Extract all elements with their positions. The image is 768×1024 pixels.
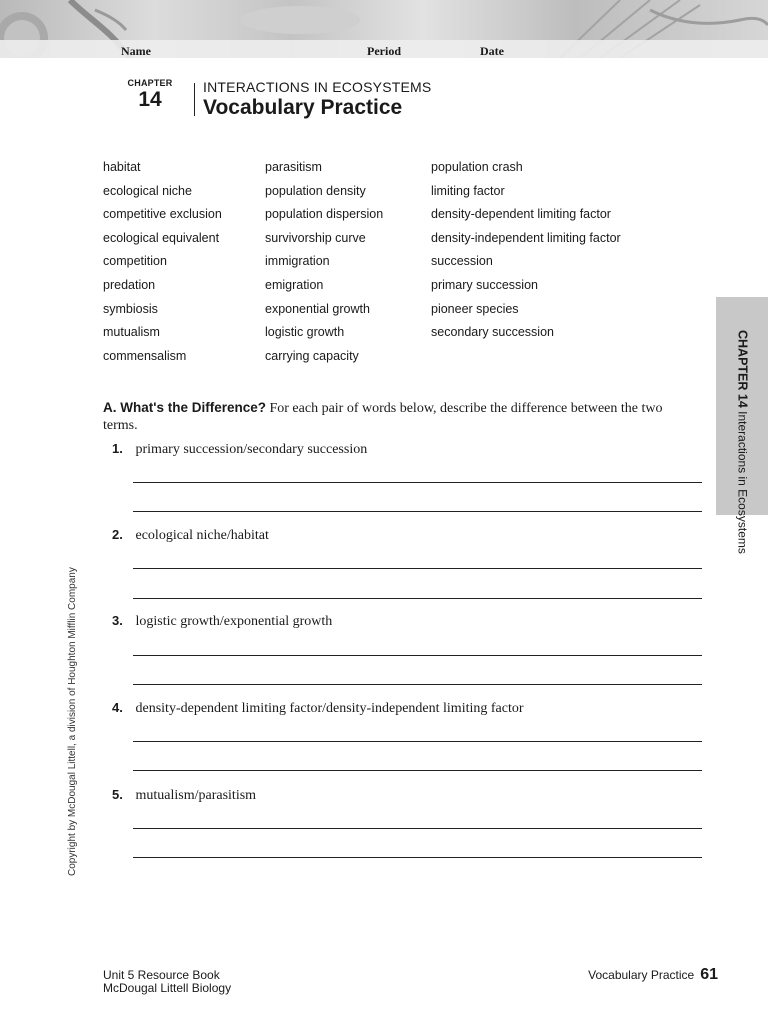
footer-right bbox=[588, 966, 718, 984]
chapter-number: 14 bbox=[138, 88, 162, 111]
answer-line[interactable] bbox=[133, 684, 702, 685]
section-a-instructions: For each pair of words below, describe the difference between the two terms. bbox=[103, 401, 663, 433]
question-text: mutualism/parasitism bbox=[135, 788, 257, 803]
answer-line[interactable] bbox=[133, 857, 702, 858]
vocab-term: habitat bbox=[103, 160, 141, 174]
question-1 bbox=[112, 441, 712, 458]
vocab-term: carrying capacity bbox=[265, 348, 359, 363]
vocab-term: emigration bbox=[265, 277, 324, 292]
page-number: 61 bbox=[700, 966, 718, 983]
vocab-term: succession bbox=[431, 254, 493, 269]
question-text: ecological niche/habitat bbox=[135, 528, 269, 543]
section-a-heading bbox=[103, 399, 663, 434]
vocab-term: symbiosis bbox=[103, 301, 158, 316]
answer-line[interactable] bbox=[133, 568, 702, 569]
chapter-badge bbox=[120, 78, 180, 112]
question-number: 4. bbox=[112, 700, 123, 715]
vocab-term: exponential growth bbox=[265, 301, 370, 316]
vocab-term: pioneer species bbox=[431, 301, 519, 316]
chapter-label: CHAPTER bbox=[127, 78, 173, 88]
copyright-notice: Copyright by McDougal Littell, a division of Houghton Mifflin Company bbox=[67, 567, 78, 876]
side-tab-chapter: CHAPTER 14 bbox=[735, 330, 750, 408]
question-2 bbox=[112, 527, 712, 544]
name-label: Name bbox=[121, 44, 151, 58]
question-5 bbox=[112, 787, 712, 804]
answer-line[interactable] bbox=[133, 770, 702, 771]
answer-line[interactable] bbox=[133, 511, 702, 512]
footer-book: Unit 5 Resource Book bbox=[103, 968, 220, 982]
vocab-term: primary succession bbox=[431, 277, 538, 292]
vocab-term: competition bbox=[103, 254, 167, 269]
vocab-term: competitive exclusion bbox=[103, 207, 222, 222]
side-tab-subtitle: Interactions in Ecosystems bbox=[735, 411, 750, 554]
vocab-term: density-independent limiting factor bbox=[431, 230, 621, 245]
question-number: 5. bbox=[112, 787, 123, 802]
vocab-term: limiting factor bbox=[431, 183, 505, 198]
footer-publisher: McDougal Littell Biology bbox=[103, 981, 232, 995]
title-divider bbox=[194, 83, 195, 116]
vocab-term: population dispersion bbox=[265, 207, 384, 222]
vocab-term: survivorship curve bbox=[265, 230, 366, 245]
vocab-term: population crash bbox=[431, 160, 523, 174]
side-tab-label bbox=[735, 330, 750, 554]
vocab-term: ecological equivalent bbox=[103, 230, 220, 245]
section-a-title: A. What's the Difference? bbox=[103, 400, 266, 415]
question-3 bbox=[112, 613, 712, 630]
date-label: Date bbox=[480, 44, 504, 58]
vocab-term: predation bbox=[103, 277, 156, 292]
vocab-term: immigration bbox=[265, 254, 330, 269]
footer-left bbox=[103, 969, 231, 995]
vocab-term: mutualism bbox=[103, 325, 160, 340]
vocab-column-1 bbox=[103, 158, 222, 370]
answer-line[interactable] bbox=[133, 655, 702, 656]
vocab-term: ecological niche bbox=[103, 183, 192, 198]
vocab-term: density-dependent limiting factor bbox=[431, 207, 611, 222]
vocab-column-3 bbox=[431, 158, 621, 347]
answer-line[interactable] bbox=[133, 598, 702, 599]
vocab-term: population density bbox=[265, 183, 366, 198]
vocab-term: parasitism bbox=[265, 160, 322, 174]
question-number: 2. bbox=[112, 527, 123, 542]
question-number: 3. bbox=[112, 613, 123, 628]
question-text: density-dependent limiting factor/density-independent limiting factor bbox=[135, 701, 524, 716]
student-info-fields bbox=[0, 44, 768, 60]
vocab-column-2 bbox=[265, 158, 383, 370]
footer-section: Vocabulary Practice bbox=[588, 968, 695, 982]
answer-line[interactable] bbox=[133, 482, 702, 483]
period-label: Period bbox=[367, 44, 401, 58]
question-text: logistic growth/exponential growth bbox=[135, 614, 333, 629]
answer-line[interactable] bbox=[133, 741, 702, 742]
chapter-kicker: INTERACTIONS IN ECOSYSTEMS bbox=[203, 79, 432, 95]
answer-line[interactable] bbox=[133, 828, 702, 829]
question-4 bbox=[112, 700, 712, 717]
page-title: Vocabulary Practice bbox=[203, 96, 403, 119]
vocab-term: logistic growth bbox=[265, 325, 345, 340]
question-number: 1. bbox=[112, 441, 123, 456]
question-text: primary succession/secondary succession bbox=[135, 442, 368, 457]
vocab-term: secondary succession bbox=[431, 325, 554, 340]
vocab-term: commensalism bbox=[103, 348, 187, 363]
